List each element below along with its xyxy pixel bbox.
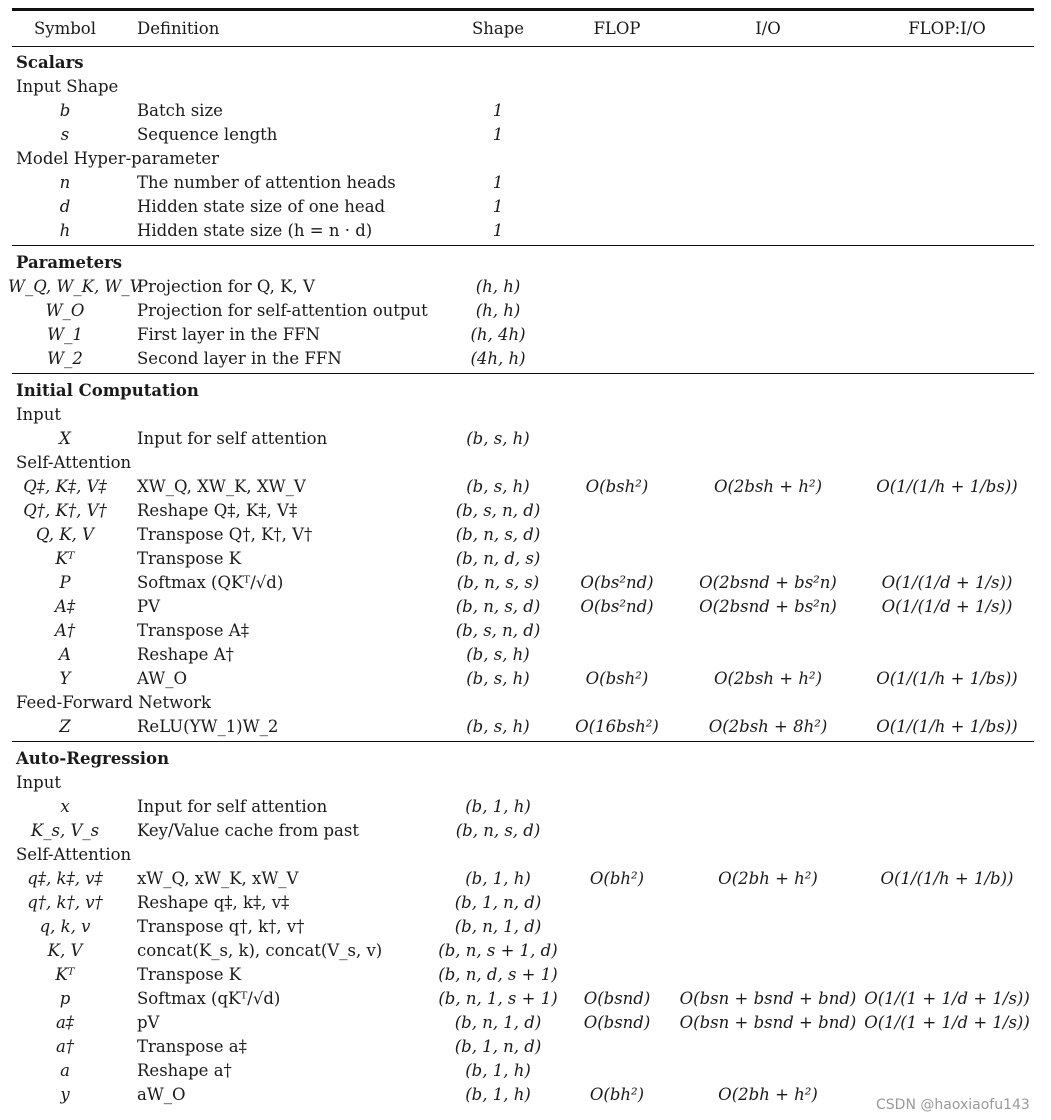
definition-cell: aW_O	[137, 1085, 186, 1104]
section-rule	[12, 741, 1034, 742]
symbol-cell: A†	[54, 621, 76, 640]
definition-cell: Transpose A‡	[137, 621, 249, 640]
flop-cell: O(bs²nd)	[580, 573, 654, 592]
definition-cell: Sequence length	[137, 125, 278, 144]
subsection-title: Self-Attention	[16, 845, 132, 864]
table-row	[0, 523, 1051, 547]
table-row	[0, 547, 1051, 571]
table-row	[0, 123, 1051, 147]
definition-cell: Reshape A†	[137, 645, 234, 664]
table-row	[0, 619, 1051, 643]
flop-io-cell: O(1/(1/h + 1/b))	[880, 869, 1014, 888]
shape-cell: (b, s, h)	[466, 429, 530, 448]
symbol-cell: x	[60, 797, 70, 816]
definition-cell: Key/Value cache from past	[137, 821, 359, 840]
symbol-cell: W_2	[47, 349, 83, 368]
symbol-cell: a†	[55, 1037, 75, 1056]
header-definition: Definition	[137, 19, 220, 38]
table-row	[0, 323, 1051, 347]
section-header-row	[0, 747, 1051, 771]
definition-cell: Softmax (qKᵀ/√d)	[137, 989, 281, 1008]
header-row	[0, 17, 1051, 41]
section-title: Auto-Regression	[16, 749, 170, 768]
io-cell: O(2bh + h²)	[718, 869, 818, 888]
shape-cell: (h, 4h)	[470, 325, 526, 344]
definition-cell: Reshape a†	[137, 1061, 232, 1080]
section-header-row	[0, 251, 1051, 275]
flop-cell: O(16bsh²)	[575, 717, 659, 736]
flop-io-cell: O(1/(1/h + 1/bs))	[876, 669, 1018, 688]
shape-cell: 1	[492, 125, 504, 144]
subsection-row	[0, 147, 1051, 171]
section-rule	[12, 245, 1034, 246]
shape-cell: (b, s, h)	[466, 477, 530, 496]
table-row	[0, 643, 1051, 667]
shape-cell: (b, n, 1, d)	[454, 917, 542, 936]
table-row	[0, 939, 1051, 963]
definition-cell: Transpose Q†, K†, V†	[137, 525, 313, 544]
table-row	[0, 571, 1051, 595]
table-row	[0, 867, 1051, 891]
subsection-row	[0, 771, 1051, 795]
symbol-cell: q‡, k‡, v‡	[27, 869, 103, 888]
shape-cell: (b, 1, h)	[465, 1085, 531, 1104]
shape-cell: (b, 1, h)	[465, 1061, 531, 1080]
symbol-cell: Z	[59, 717, 71, 736]
shape-cell: 1	[492, 101, 504, 120]
table-row	[0, 1059, 1051, 1083]
section-header-row	[0, 379, 1051, 403]
table-row	[0, 1035, 1051, 1059]
symbol-cell: y	[60, 1085, 70, 1104]
symbol-cell: A	[59, 645, 71, 664]
subsection-row	[0, 451, 1051, 475]
table-row	[0, 987, 1051, 1011]
header-symbol: Symbol	[33, 19, 97, 38]
io-cell: O(2bsh + h²)	[713, 477, 823, 496]
header-shape: Shape	[471, 19, 525, 38]
symbol-cell: h	[59, 221, 71, 240]
shape-cell: (h, h)	[475, 277, 521, 296]
subsection-row	[0, 403, 1051, 427]
definition-cell: Input for self attention	[137, 797, 328, 816]
symbol-cell: s	[60, 125, 70, 144]
definition-cell: ReLU(YW_1)W_2	[137, 717, 279, 736]
symbol-cell: A‡	[54, 597, 76, 616]
definition-cell: xW_Q, xW_K, xW_V	[137, 869, 299, 888]
table-row	[0, 963, 1051, 987]
definition-cell: Input for self attention	[137, 429, 328, 448]
definition-cell: Second layer in the FFN	[137, 349, 342, 368]
shape-cell: (b, 1, h)	[465, 797, 531, 816]
flop-cell: O(bs²nd)	[580, 597, 654, 616]
definition-cell: Batch size	[137, 101, 223, 120]
subsection-title: Model Hyper-parameter	[16, 149, 219, 168]
definition-cell: Transpose K	[137, 965, 242, 984]
io-cell: O(2bsh + h²)	[713, 669, 823, 688]
header-io: I/O	[755, 19, 781, 38]
io-cell: O(2bsnd + bs²n)	[699, 573, 837, 592]
subsection-title: Self-Attention	[16, 453, 132, 472]
definition-cell: Transpose a‡	[137, 1037, 247, 1056]
table-row	[0, 915, 1051, 939]
definition-cell: First layer in the FFN	[137, 325, 321, 344]
definition-cell: Reshape Q‡, K‡, V‡	[137, 501, 298, 520]
symbol-cell: a‡	[55, 1013, 75, 1032]
shape-cell: (b, n, s, d)	[455, 525, 541, 544]
subsection-row	[0, 691, 1051, 715]
symbol-cell: p	[59, 989, 71, 1008]
shape-cell: (4h, h)	[470, 349, 526, 368]
watermark: CSDN @haoxiaofu143	[876, 1097, 1030, 1113]
table-row	[0, 475, 1051, 499]
definition-cell: XW_Q, XW_K, XW_V	[137, 477, 306, 496]
section-title: Parameters	[16, 253, 123, 272]
flop-io-cell: O(1/(1/d + 1/s))	[881, 597, 1013, 616]
symbol-cell: X	[59, 429, 71, 448]
definition-cell: Reshape q‡, k‡, v‡	[137, 893, 290, 912]
definition-cell: The number of attention heads	[137, 173, 396, 192]
symbol-cell: K, V	[47, 941, 83, 960]
table-row	[0, 499, 1051, 523]
shape-cell: (b, n, s + 1, d)	[438, 941, 558, 960]
io-cell: O(bsn + bsnd + bnd)	[679, 989, 857, 1008]
subsection-title: Input Shape	[16, 77, 119, 96]
shape-cell: 1	[492, 173, 504, 192]
shape-cell: (b, n, s, d)	[455, 597, 541, 616]
symbol-cell: Kᵀ	[55, 965, 75, 984]
definition-cell: Softmax (QKᵀ/√d)	[137, 573, 284, 592]
shape-cell: (h, h)	[475, 301, 521, 320]
definition-cell: AW_O	[137, 669, 187, 688]
table-row	[0, 99, 1051, 123]
io-cell: O(2bh + h²)	[718, 1085, 818, 1104]
symbol-cell: W_1	[47, 325, 83, 344]
table-row	[0, 299, 1051, 323]
flop-cell: O(bsh²)	[585, 477, 649, 496]
section-header-row	[0, 51, 1051, 75]
table-row	[0, 819, 1051, 843]
symbol-cell: Q‡, K‡, V‡	[23, 477, 107, 496]
flop-cell: O(bsnd)	[583, 989, 651, 1008]
symbol-cell: K_s, V_s	[30, 821, 100, 840]
symbol-cell: P	[59, 573, 71, 592]
shape-cell: (b, n, d, s + 1)	[438, 965, 558, 984]
table-row	[0, 1011, 1051, 1035]
definition-cell: pV	[137, 1013, 160, 1032]
table-row	[0, 795, 1051, 819]
definition-cell: Projection for Q, K, V	[137, 277, 315, 296]
table-row	[0, 171, 1051, 195]
symbol-cell: Kᵀ	[55, 549, 75, 568]
shape-cell: (b, n, s, d)	[455, 821, 541, 840]
subsection-title: Input	[16, 773, 61, 792]
table-row	[0, 347, 1051, 371]
definition-cell: PV	[137, 597, 161, 616]
subsection-title: Input	[16, 405, 61, 424]
symbol-cell: W_Q, W_K, W_V	[8, 277, 142, 296]
symbol-cell: d	[59, 197, 71, 216]
flop-io-cell: O(1/(1 + 1/d + 1/s))	[864, 989, 1030, 1008]
shape-cell: (b, n, 1, s + 1)	[438, 989, 558, 1008]
shape-cell: (b, s, h)	[466, 669, 530, 688]
symbol-cell: Y	[59, 669, 71, 688]
header-flop: FLOP	[593, 19, 641, 38]
symbol-cell: q, k, v	[39, 917, 91, 936]
flop-cell: O(bsnd)	[583, 1013, 651, 1032]
shape-cell: (b, 1, n, d)	[454, 893, 542, 912]
definition-cell: Projection for self-attention output	[137, 301, 428, 320]
definition-cell: Transpose q†, k†, v†	[137, 917, 305, 936]
definition-cell: Hidden state size (h = n · d)	[137, 221, 373, 240]
shape-cell: 1	[492, 221, 504, 240]
table-row	[0, 667, 1051, 691]
shape-cell: (b, n, s, s)	[456, 573, 540, 592]
shape-cell: (b, s, n, d)	[455, 501, 541, 520]
shape-cell: (b, 1, h)	[465, 869, 531, 888]
definition-cell: Transpose K	[137, 549, 242, 568]
symbol-cell: a	[60, 1061, 70, 1080]
table-row	[0, 195, 1051, 219]
flop-io-cell: O(1/(1 + 1/d + 1/s))	[864, 1013, 1030, 1032]
section-rule	[12, 373, 1034, 374]
table-row	[0, 427, 1051, 451]
symbol-cell: W_O	[45, 301, 85, 320]
section-title: Scalars	[16, 53, 84, 72]
subsection-row	[0, 843, 1051, 867]
table-row	[0, 219, 1051, 243]
definition-cell: Hidden state size of one head	[137, 197, 386, 216]
table-row	[0, 715, 1051, 739]
symbol-cell: Q†, K†, V†	[23, 501, 107, 520]
shape-cell: (b, s, h)	[466, 717, 530, 736]
definition-cell: concat(K_s, k), concat(V_s, v)	[137, 941, 383, 960]
section-title: Initial Computation	[16, 381, 199, 400]
io-cell: O(bsn + bsnd + bnd)	[679, 1013, 857, 1032]
subsection-title: Feed-Forward Network	[16, 693, 212, 712]
shape-cell: 1	[492, 197, 504, 216]
flop-io-cell: O(1/(1/h + 1/bs))	[876, 717, 1018, 736]
header-flop-io: FLOP:I/O	[908, 19, 986, 38]
flop-cell: O(bsh²)	[585, 669, 649, 688]
symbol-cell: b	[59, 101, 71, 120]
flop-io-cell: O(1/(1/d + 1/s))	[881, 573, 1013, 592]
shape-cell: (b, s, h)	[466, 645, 530, 664]
shape-cell: (b, s, n, d)	[455, 621, 541, 640]
symbol-cell: Q, K, V	[36, 525, 94, 544]
symbol-cell: n	[59, 173, 71, 192]
flop-cell: O(bh²)	[589, 869, 645, 888]
shape-cell: (b, 1, n, d)	[454, 1037, 542, 1056]
io-cell: O(2bsh + 8h²)	[708, 717, 828, 736]
io-cell: O(2bsnd + bs²n)	[699, 597, 837, 616]
header-rule	[12, 46, 1034, 47]
flop-cell: O(bh²)	[589, 1085, 645, 1104]
shape-cell: (b, n, 1, d)	[454, 1013, 542, 1032]
flop-io-cell: O(1/(1/h + 1/bs))	[876, 477, 1018, 496]
table-row	[0, 275, 1051, 299]
table-row	[0, 891, 1051, 915]
shape-cell: (b, n, d, s)	[455, 549, 541, 568]
subsection-row	[0, 75, 1051, 99]
top-rule	[12, 8, 1034, 11]
symbol-cell: q†, k†, v†	[27, 893, 103, 912]
table-row	[0, 595, 1051, 619]
